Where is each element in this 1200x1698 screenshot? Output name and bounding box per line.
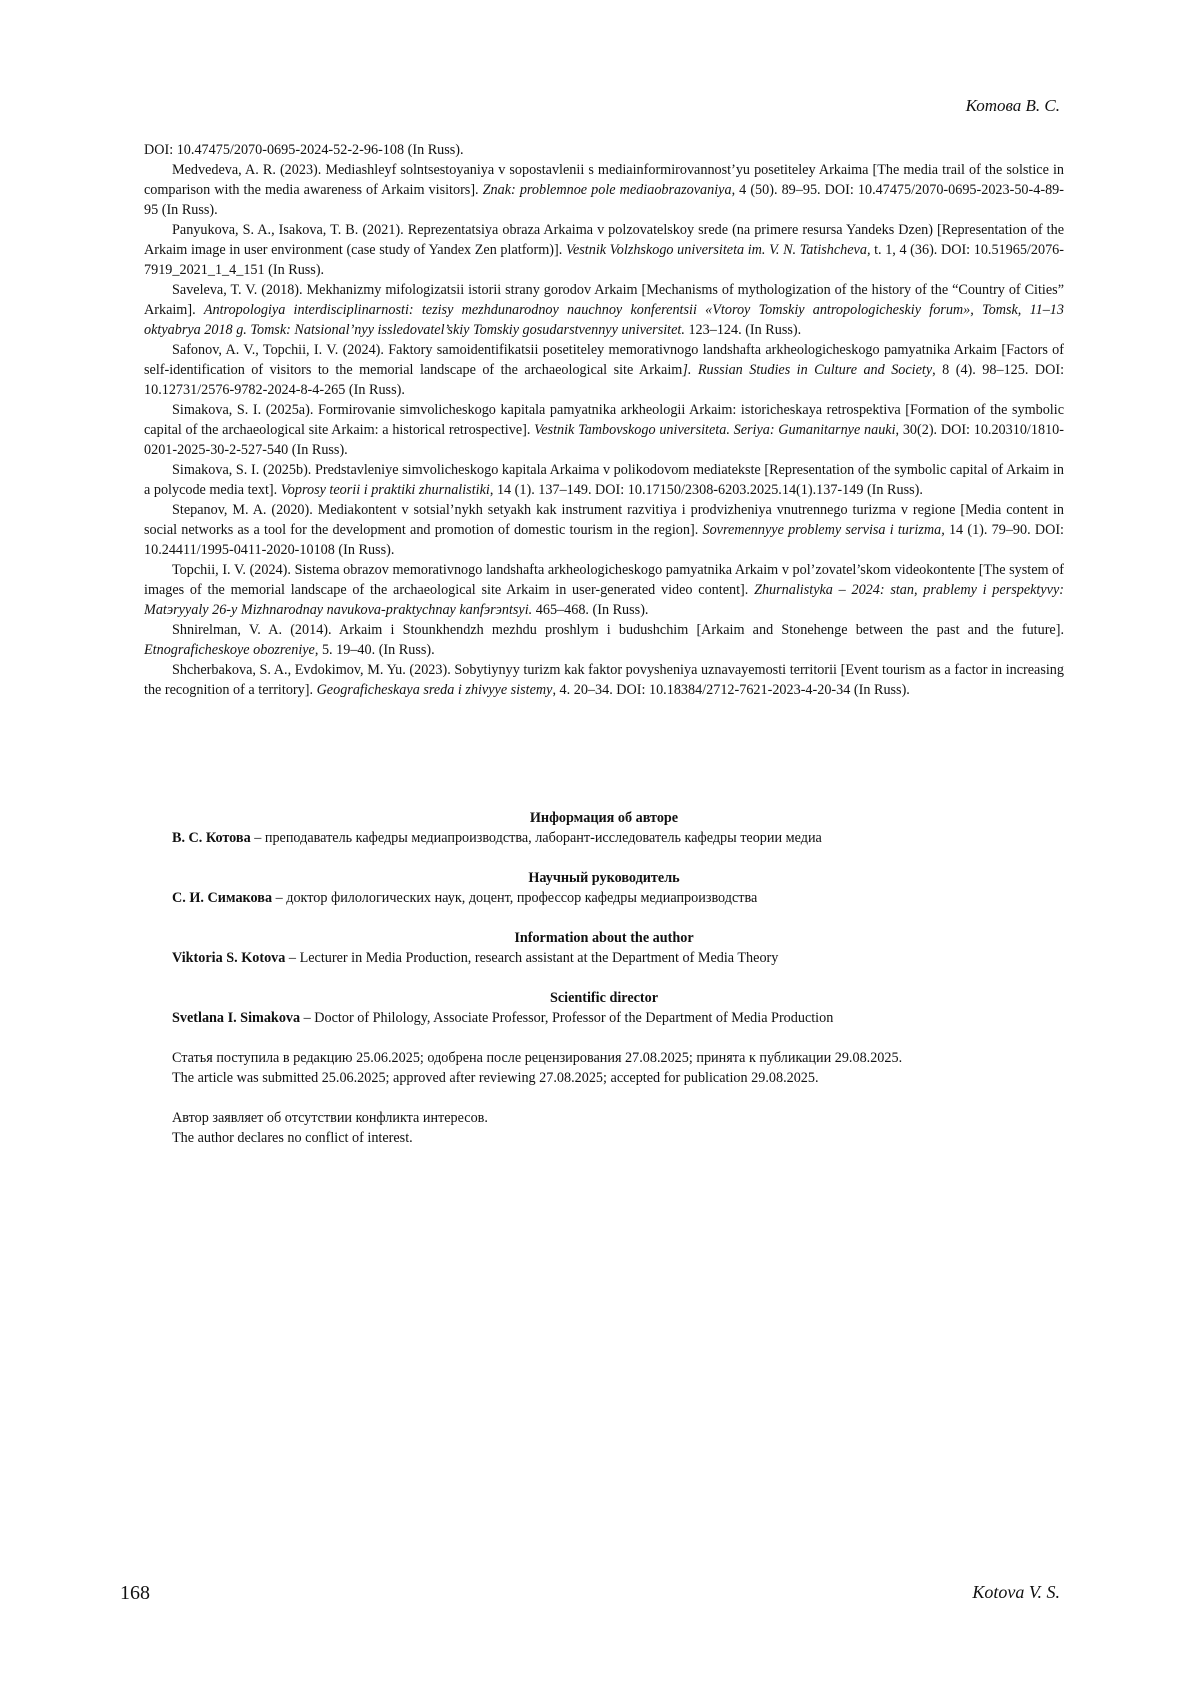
author-info-section: [144, 808, 1064, 1168]
running-head: Котова В. С.: [965, 96, 1060, 115]
author-info-ru: [144, 808, 1064, 848]
author-info-ru-line: В. С. Котова – преподаватель кафедры медиапроизводства, лаборант-исследователь кафедры теории медиа: [172, 830, 822, 846]
conflict-ru: Автор заявляет об отсутствии конфликта интересов.: [172, 1110, 488, 1126]
reference-list: [144, 140, 1064, 700]
reference-item: Simakova, S. I. (2025a). Formirovanie simvolicheskogo kapitala pamyatnika arkheologii Arkaim: istoricheskaya retrospektiva [Formation of the symbolic capital of the archaeological site Arkaim: a historical retrospective]. Vestnik Tambovskogo universiteta. Seriya: Gumanitarnye nauki, 30(2). DOI: 10.20310/1810-0201-2025-30-2-527-540 (In Russ).: [144, 402, 1064, 458]
supervisor-en-line: Svetlana I. Simakova – Doctor of Philology, Associate Professor, Professor of the Department of Media Production: [172, 1010, 834, 1026]
author-name-en: Viktoria S. Kotova: [172, 950, 286, 966]
supervisor-ru-line: С. И. Симакова – доктор филологических наук, доцент, профессор кафедры медиапроизводства: [172, 890, 758, 906]
dates-en: The article was submitted 25.06.2025; approved after reviewing 27.08.2025; accepted for publication 29.08.2025.: [172, 1070, 819, 1086]
reference-item: Medvedeva, A. R. (2023). Mediashleyf solntsestoyaniya v sopostavlenii s mediainformirovannost’yu posetiteley Arkaima [The media trail of the solstice in comparison with the media awareness of Arkaim visitors]. Znak: problemnoe pole mediaobrazovaniya, 4 (50). 89–95. DOI: 10.47475/2070-0695-2023-50-4-89-95 (In Russ).: [144, 162, 1064, 218]
reference-item: DOI: 10.47475/2070-0695-2024-52-2-96-108 (In Russ).: [144, 142, 464, 158]
reference-item: Simakova, S. I. (2025b). Predstavleniye simvolicheskogo kapitala Arkaima v polikodovom mediatekste [Representation of the symbolic capital of Arkaim in a polycode media text]. Voprosy teorii i praktiki zhurnalistiki, 14 (1). 137–149. DOI: 10.17150/2308-6203.2025.14(1).137-149 (In Russ).: [144, 462, 1064, 498]
reference-item: Topchii, I. V. (2024). Sistema obrazov memorativnogo landshafta arkheologicheskogo pamyatnika Arkaim v pol’zovatel’skom videokontente [The system of images of the memorial landscape of the archaeological site Arkaim in user-generated video content]. Zhurnalistyka – 2024: stan, prablemy i perspektyvy: Matэryyaly 26-y Mizhnarodnay navukova-praktychnay kanfэrэntsyi. 465–468. (In Russ).: [144, 562, 1064, 618]
author-info-ru-heading: Информация об авторе: [529, 810, 679, 826]
dates-ru: Статья поступила в редакцию 25.06.2025; одобрена после рецензирования 27.08.2025; принята к публикации 29.08.2025.: [172, 1050, 903, 1066]
footer-author: Kotova V. S.: [972, 1582, 1060, 1602]
supervisor-name-ru: С. И. Симакова: [172, 890, 273, 906]
supervisor-ru: [144, 868, 1064, 908]
reference-item: Shcherbakova, S. A., Evdokimov, M. Yu. (2023). Sobytiynyy turizm kak faktor povysheniya uznavayemosti territorii [Event tourism as a factor in increasing the recognition of a territory]. Geograficheskaya sreda i zhivyye sistemy, 4. 20–34. DOI: 10.18384/2712-7621-2023-4-20-34 (In Russ).: [144, 662, 1064, 698]
supervisor-ru-heading: Научный руководитель: [528, 870, 680, 886]
conflict-statement: [144, 1108, 1064, 1148]
author-info-en: [144, 928, 1064, 968]
article-dates: [144, 1048, 1064, 1088]
author-info-en-line: Viktoria S. Kotova – Lecturer in Media Production, research assistant at the Department of Media Theory: [172, 950, 779, 966]
reference-item: Saveleva, T. V. (2018). Mekhanizmy mifologizatsii istorii strany gorodov Arkaim [Mechanisms of mythologization of the history of the “Country of Cities” Arkaim]. Antropologiya interdisciplinarnosti: tezisy mezhdunarodnoy nauchnoy konferentsii «Vtoroy Tomskiy antropologicheskiy forum», Tomsk, 11–13 oktyabrya 2018 g. Tomsk: Natsional’nyy issledovatel’skiy Tomskiy gosudarstvennyy universitet. 123–124. (In Russ).: [144, 282, 1064, 338]
author-info-en-heading: Information about the author: [514, 930, 694, 946]
reference-item: Stepanov, M. A. (2020). Mediakontent v sotsial’nykh setyakh kak instrument razvitiya i prodvizheniya vnutrennego turizma v regione [Media content in social networks as a tool for the development and promotion of domestic tourism in the region]. Sovremennyye problemy servisa i turizma, 14 (1). 79–90. DOI: 10.24411/1995-0411-2020-10108 (In Russ).: [144, 502, 1065, 558]
supervisor-en-heading: Scientific director: [549, 990, 659, 1006]
reference-item: Safonov, A. V., Topchii, I. V. (2024). Faktory samoidentifikatsii posetiteley memorativnogo landshafta arkheologicheskogo pamyatnika Arkaim [Factors of self-identification of visitors to the memorial landscape of the archaeological site Arkaim]. Russian Studies in Culture and Society, 8 (4). 98–125. DOI: 10.12731/2576-9782-2024-8-4-265 (In Russ).: [144, 342, 1065, 398]
supervisor-en: [144, 988, 1064, 1028]
author-name-ru: В. С. Котова: [172, 830, 251, 846]
supervisor-name-en: Svetlana I. Simakova: [172, 1010, 301, 1026]
reference-item: Shnirelman, V. A. (2014). Arkaim i Stounkhendzh mezhdu proshlym i budushchim [Arkaim and Stonehenge between the past and the future]. Etnograficheskoye obozreniye, 5. 19–40. (In Russ).: [144, 622, 1064, 658]
conflict-en: The author declares no conflict of interest.: [172, 1130, 413, 1146]
reference-item: Panyukova, S. A., Isakova, T. B. (2021). Reprezentatsiya obraza Arkaima v polzovatelskoy srede (na primere resursa Yandeks Dzen) [Representation of the Arkaim image in user environment (case study of Yandex Zen platform)]. Vestnik Volzhskogo universiteta im. V. N. Tatishcheva, t. 1, 4 (36). DOI: 10.51965/2076-7919_2021_1_4_151 (In Russ).: [144, 222, 1064, 278]
page-number: 168: [120, 1582, 150, 1604]
